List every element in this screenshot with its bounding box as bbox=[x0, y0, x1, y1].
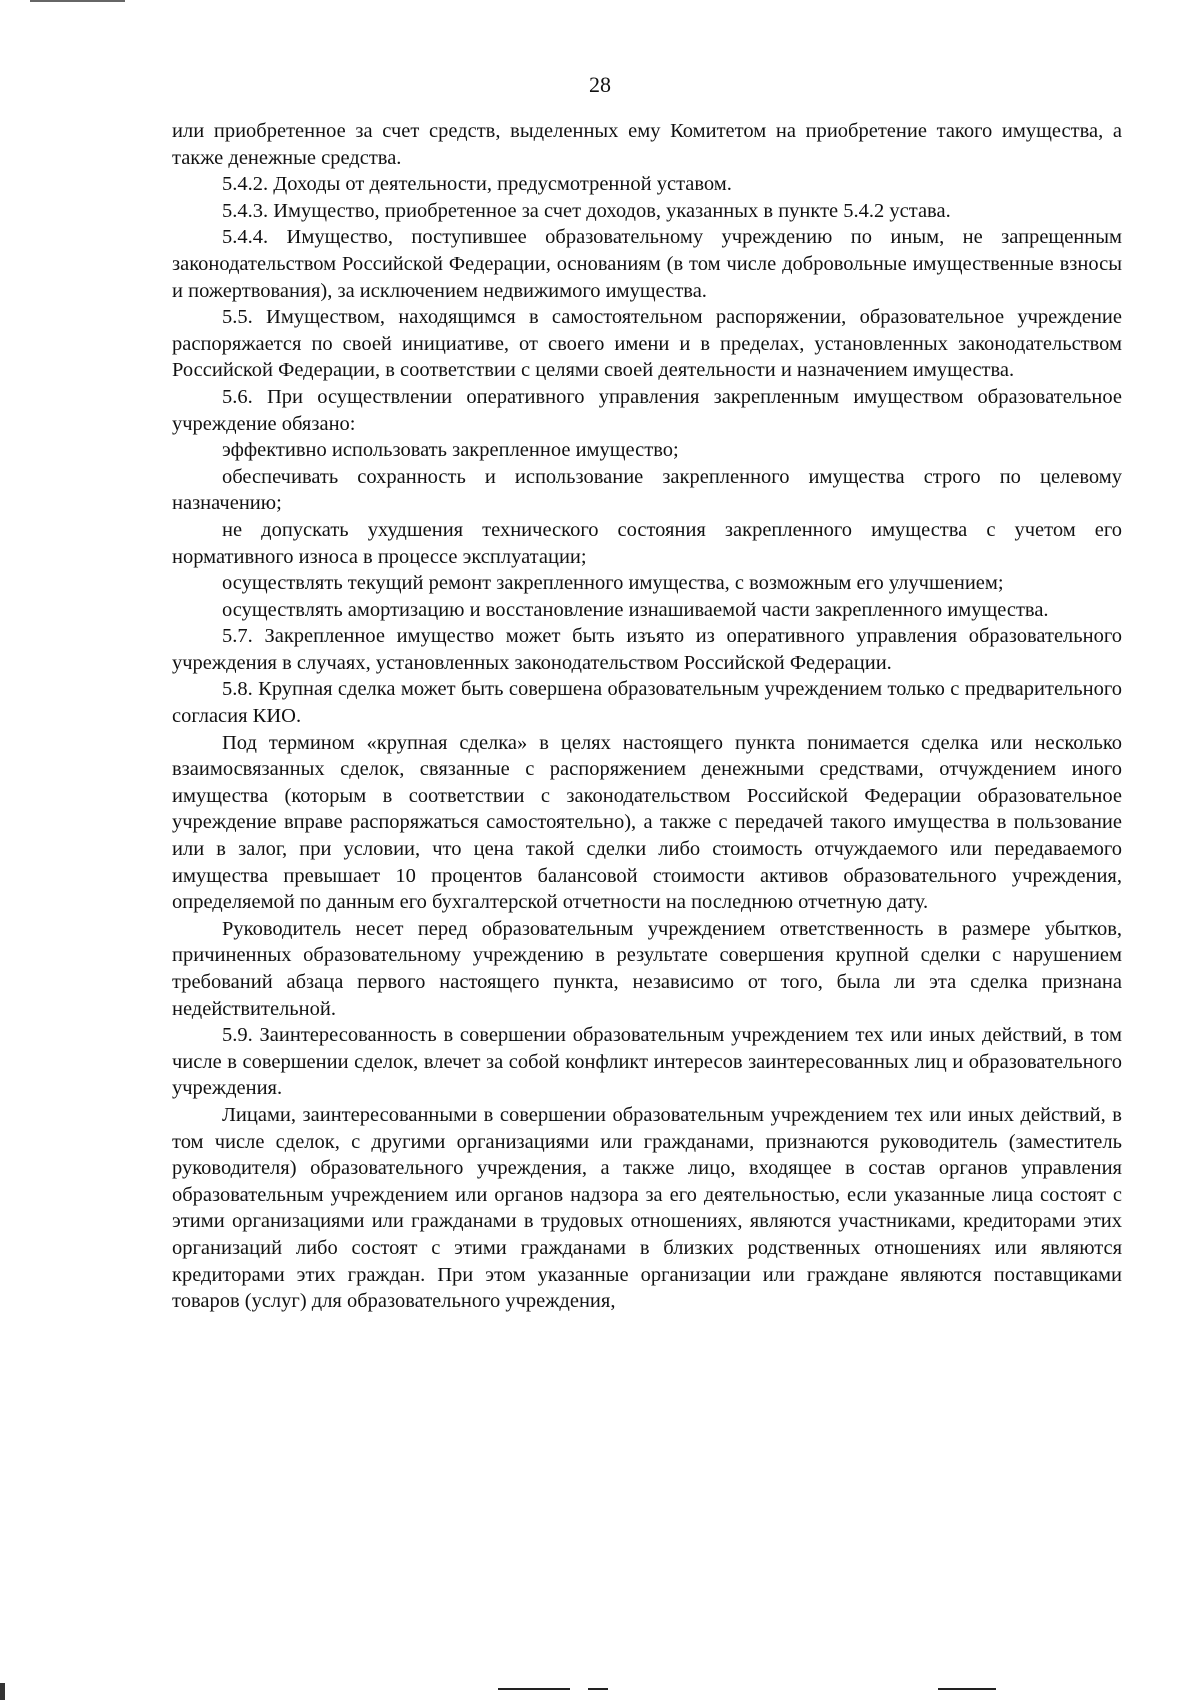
scan-edge-mark bbox=[30, 0, 125, 2]
paragraph: 5.7. Закрепленное имущество может быть изъято из оперативного управления образовательного учреждения в случаях, установленных законодательством Российской Федерации. bbox=[172, 625, 1122, 674]
paragraph: не допускать ухудшения технического состояния закрепленного имущества с учетом его нормативного износа в процессе эксплуатации; bbox=[172, 518, 1122, 568]
paragraph: обеспечивать сохранность и использование закрепленного имущества строго по целевому назначению; bbox=[172, 465, 1122, 515]
paragraph: 5.8. Крупная сделка может быть совершена образовательным учреждением только с предварительного согласия КИО. bbox=[172, 678, 1122, 728]
paragraph: Лицами, заинтересованными в совершении образовательным учреждением тех или иных действий, в том числе сделок, с другими организациями или гражданами, признаются руководитель (заместитель руководителя) образовательного учреждения, а также лицо, входящее в состав органов управления образовательным учреждением или органов надзора за его деятельностью, если указанные лица состоят с этими организациями или гражданами в трудовых отношениях, являются участниками, кредиторами этих организаций либо состоят с этими гражданами в близких родственных отношениях или являются кредиторами этих граждан. При этом указанные организации или граждане являются поставщиками товаров (услуг) для образовательного учреждения, bbox=[172, 1103, 1122, 1313]
paragraph: 5.4.3. Имущество, приобретенное за счет доходов, указанных в пункте 5.4.2 устава. bbox=[222, 199, 951, 222]
paragraph: Руководитель несет перед образовательным учреждением ответственность в размере убытков, причиненных образовательному учреждению в результате совершения крупной сделки с нарушением требований абзаца первого настоящего пункта, независимо от того, была ли эта сделка признана недействительной. bbox=[172, 917, 1122, 1020]
paragraph: Под термином «крупная сделка» в целях настоящего пункта понимается сделка или несколько взаимосвязанных сделок, связанные с распоряжением денежными средствами, отчуждением иного имущества (которым в соответствии с законодательством Российской Федерации образовательное учреждение вправе распоряжаться самостоятельно), а также с передачей такого имущества в пользование или в залог, при условии, что цена такой сделки либо стоимость отчуждаемого или передаваемого имущества превышает 10 процентов балансовой стоимости активов образовательного учреждения, определяемой по данным его бухгалтерской отчетности на последнюю отчетную дату. bbox=[172, 731, 1122, 914]
paragraph: 5.9. Заинтересованность в совершении образовательным учреждением тех или иных действий, в том числе в совершении сделок, влечет за собой конфликт интересов заинтересованных лиц и образовательного учреждения. bbox=[172, 1024, 1122, 1100]
paragraph: 5.4.4. Имущество, поступившее образовательному учреждению по иным, не запрещенным законодательством Российской Федерации, основаниям (в том числе добровольные имущественные взносы и пожертвования), за исключением недвижимого имущества. bbox=[172, 226, 1122, 302]
bottom-scan-rule bbox=[588, 1688, 608, 1690]
paragraph: осуществлять амортизацию и восстановление изнашиваемой части закрепленного имущества. bbox=[222, 598, 1049, 621]
document-body bbox=[172, 118, 1122, 1315]
paragraph: эффективно использовать закрепленное имущество; bbox=[222, 439, 679, 462]
paragraph: осуществлять текущий ремонт закрепленного имущества, с возможным его улучшением; bbox=[222, 572, 1004, 595]
paragraph: 5.6. При осуществлении оперативного управления закрепленным имуществом образовательное учреждение обязано: bbox=[172, 385, 1122, 435]
paragraph: 5.4.2. Доходы от деятельности, предусмотренной уставом. bbox=[222, 173, 732, 196]
page-number: 28 bbox=[589, 72, 611, 97]
bottom-scan-rule bbox=[498, 1688, 570, 1690]
paragraph: 5.5. Имуществом, находящимся в самостоятельном распоряжении, образовательное учреждение распоряжается по своей инициативе, от своего имени и в пределах, установленных законодательством Российской Федерации, в соответствии с целями своей деятельности и назначением имущества. bbox=[172, 306, 1122, 382]
scan-edge-mark bbox=[0, 1683, 5, 1700]
paragraph: или приобретенное за счет средств, выделенных ему Комитетом на приобретение такого имущества, а также денежные средства. bbox=[172, 120, 1122, 169]
bottom-scan-rule bbox=[938, 1688, 996, 1690]
